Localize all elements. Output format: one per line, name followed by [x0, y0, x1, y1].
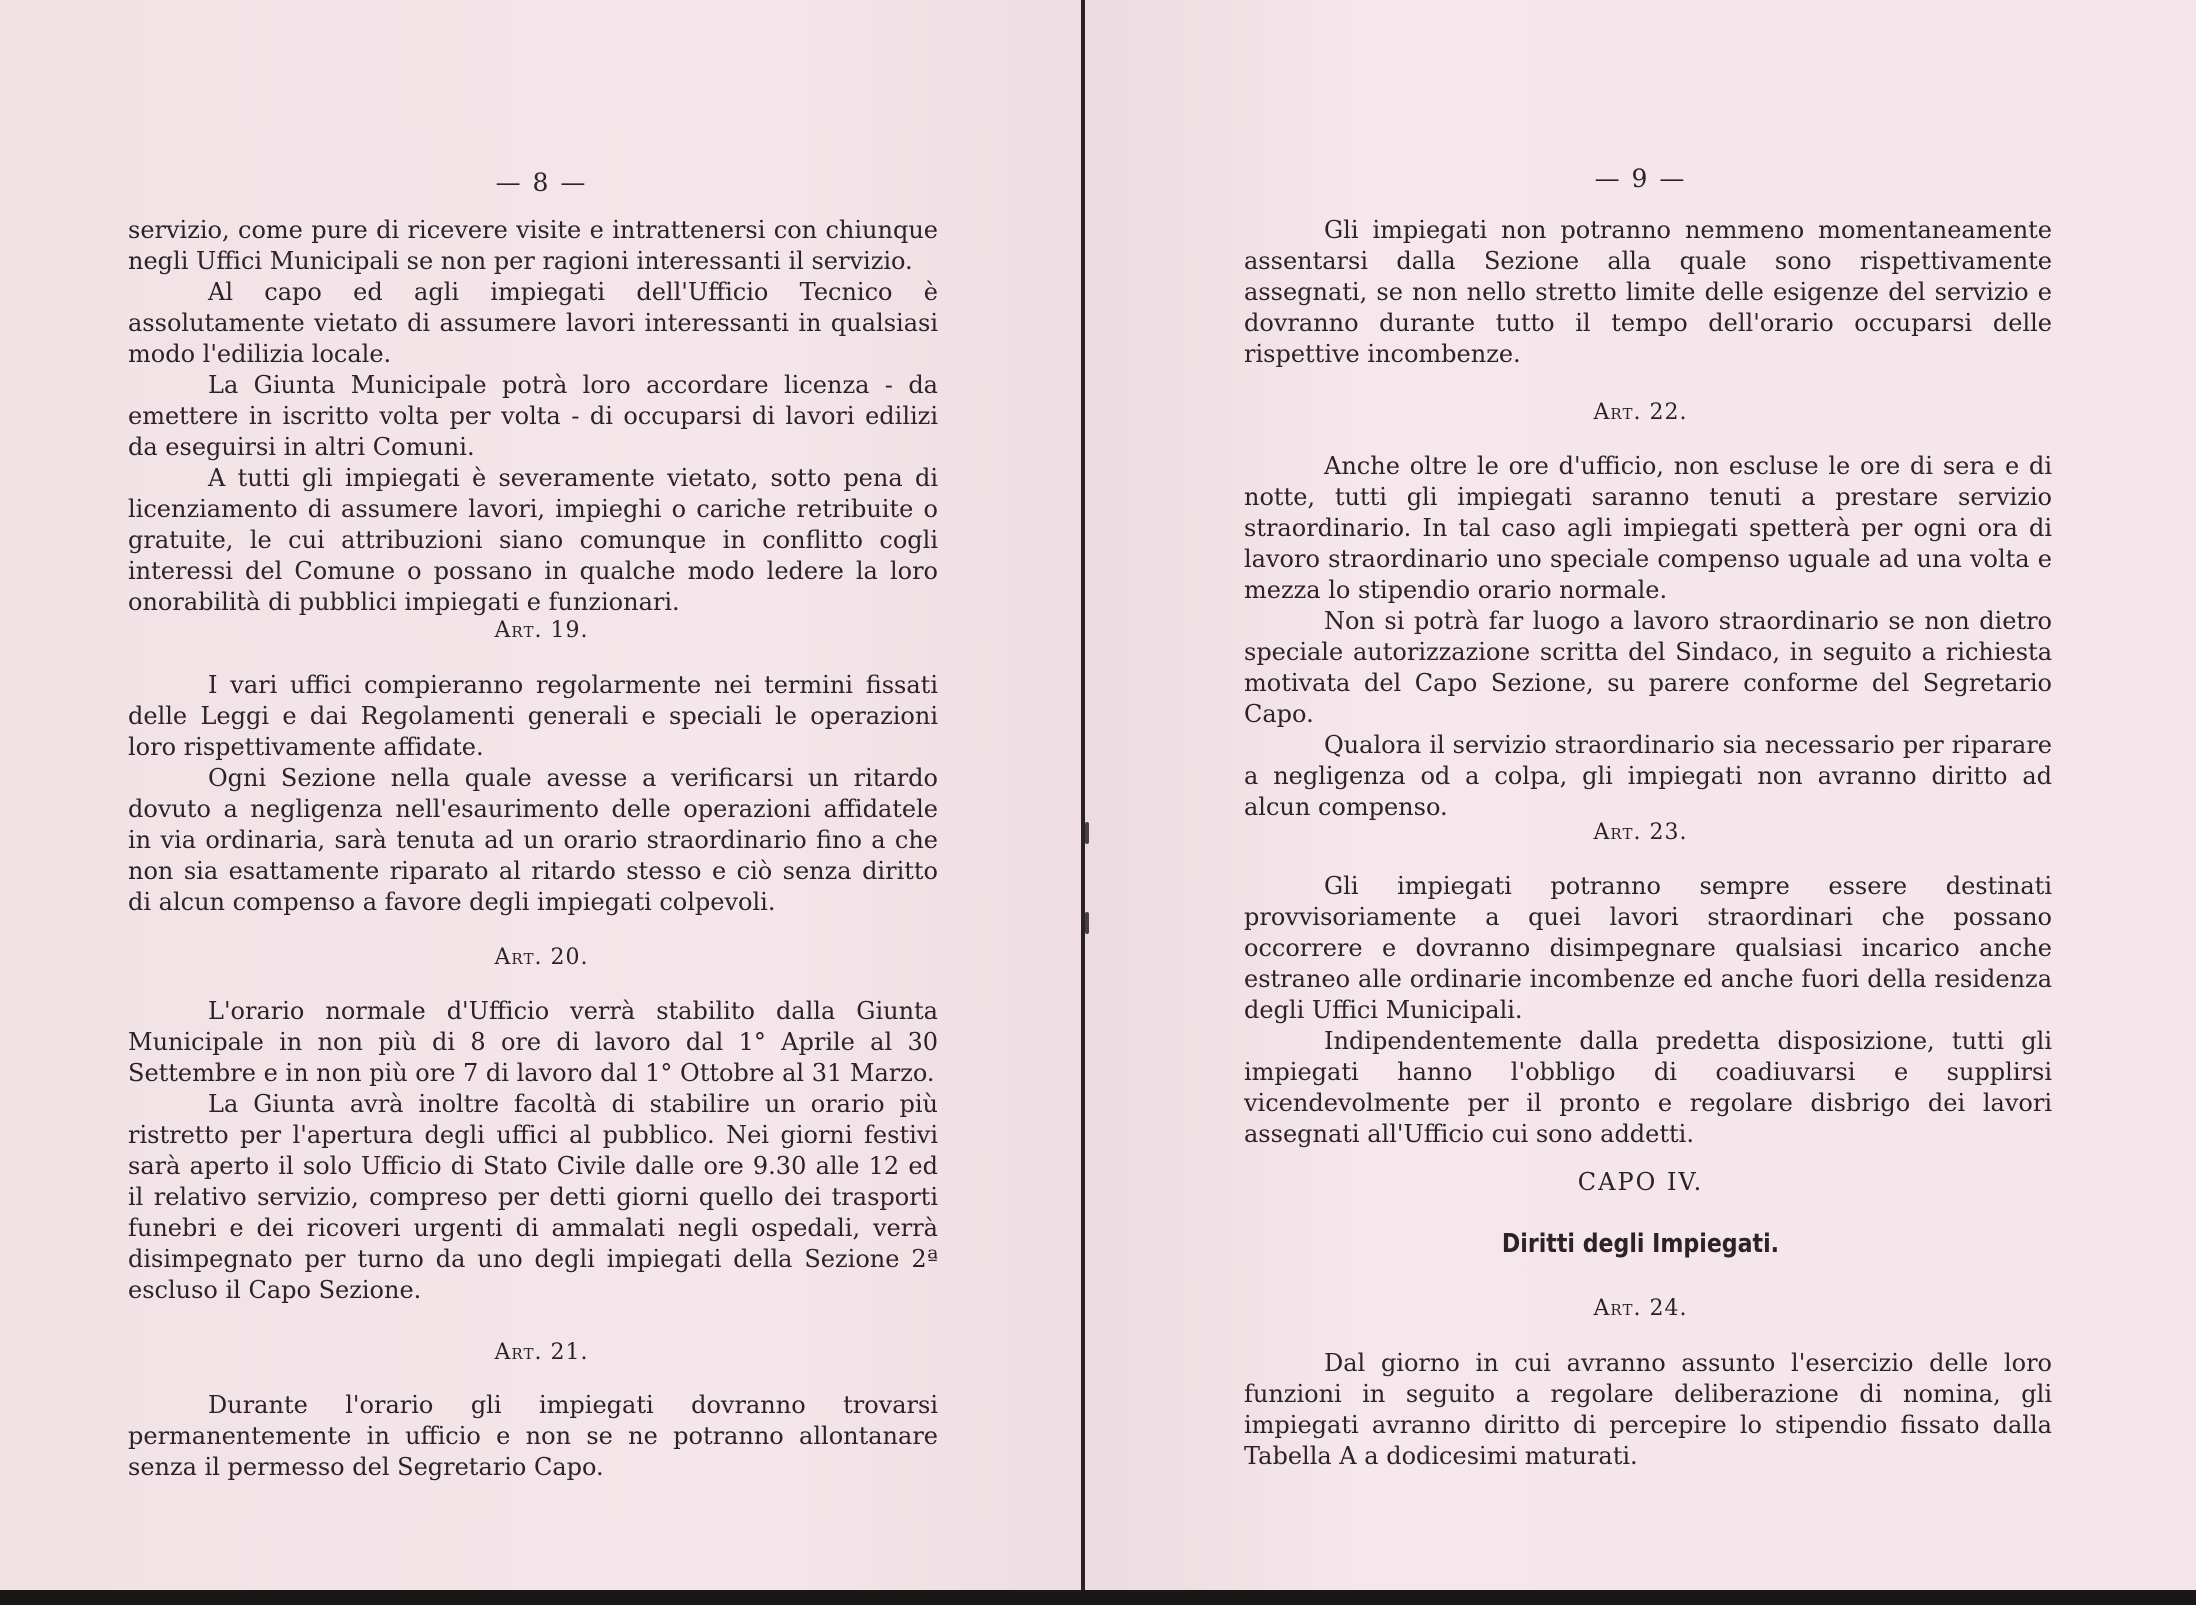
margin-mark	[1085, 912, 1089, 934]
paragraph: Gli impiegati potranno sempre essere destinati provvisoriamente a quei lavori straordinari che possano occorrere e dovranno disimpegnare qualsiasi incarico anche estraneo alle ordinarie incombenze ed anche fuori della residenza degli Uffici Municipali.	[1244, 872, 2052, 1024]
paragraph: Anche oltre le ore d'ufficio, non escluse le ore di sera e di notte, tutti gli impiegati saranno tenuti a prestare servizio straordinario. In tal caso agli impiegati spetterà per ogni ora di lavoro straordinario uno speciale compenso uguale ad una volta e mezza lo stipendio orario normale.	[1244, 452, 2052, 604]
page-number: — 8 —	[495, 168, 588, 197]
right-page	[1085, 0, 2196, 1590]
page-number: — 9 —	[1594, 164, 1687, 193]
paragraph: Al capo ed agli impiegati dell'Ufficio Tecnico è assolutamente vietato di assumere lavori interessanti in qualsiasi modo l'edilizia locale.	[128, 278, 938, 368]
article-heading: Art. 24.	[1593, 1296, 1688, 1321]
article-heading: Art. 20.	[494, 945, 589, 970]
paragraph: A tutti gli impiegati è severamente vietato, sotto pena di licenziamento di assumere lavori, impieghi o cariche retribuite o gratuite, le cui attribuzioni siano comunque in conflitto cogli interessi del Comune o possano in qualche modo ledere la loro onorabilità di pubblici impiegati e funzionari.	[128, 464, 938, 616]
article-heading: Art. 22.	[1593, 400, 1688, 425]
paragraph: L'orario normale d'Ufficio verrà stabilito dalla Giunta Municipale in non più di 8 ore di lavoro dal 1° Aprile al 30 Settembre e in non più ore 7 di lavoro dal 1° Ottobre al 31 Marzo.	[128, 997, 938, 1087]
article-heading: Art. 19.	[494, 618, 589, 643]
text-block	[1244, 451, 2052, 823]
paragraph: I vari uffici compieranno regolarmente nei termini fissati delle Leggi e dai Regolamenti generali e speciali le operazioni loro rispettivamente affidate.	[128, 671, 938, 761]
text-block	[128, 670, 938, 918]
paragraph: La Giunta avrà inoltre facoltà di stabilire un orario più ristretto per l'apertura degli uffici al pubblico. Nei giorni festivi sarà aperto il solo Ufficio di Stato Civile dalle ore 9.30 alle 12 ed il relativo servizio, compreso per detti giorni quello dei trasporti funebri e dei ricoveri urgenti di ammalati negli ospedali, verrà disimpegnato per turno da uno degli impiegati della Sezione 2ª escluso il Capo Sezione.	[128, 1090, 938, 1304]
paragraph: Dal giorno in cui avranno assunto l'esercizio delle loro funzioni in seguito a regolare deliberazione di nomina, gli impiegati avranno diritto di percepire lo stipendio fissato dalla Tabella A a dodicesimi maturati.	[1244, 1349, 2052, 1470]
paragraph: Indipendentemente dalla predetta disposizione, tutti gli impiegati hanno l'obbligo di coadiuvarsi e supplirsi vicendevolmente per il pronto e regolare disbrigo dei lavori assegnati all'Ufficio cui sono addetti.	[1244, 1027, 2052, 1148]
paragraph: Durante l'orario gli impiegati dovranno trovarsi permanentemente in ufficio e non se ne potranno allontanare senza il permesso del Segretario Capo.	[128, 1391, 938, 1481]
paragraph: Non si potrà far luogo a lavoro straordinario se non dietro speciale autorizzazione scritta del Sindaco, in seguito a richiesta motivata del Capo Sezione, su parere conforme del Segretario Capo.	[1244, 607, 2052, 728]
text-block	[1244, 1348, 2052, 1472]
text-block	[1244, 871, 2052, 1150]
article-heading: Art. 23.	[1593, 820, 1688, 845]
left-page	[0, 0, 1083, 1590]
text-block	[128, 1390, 938, 1483]
chapter-title: Diritti degli Impiegati.	[1501, 1229, 1780, 1259]
article-heading: Art. 21.	[494, 1340, 589, 1365]
scan-edge	[0, 1590, 2196, 1605]
paragraph: servizio, come pure di ricevere visite e intrattenersi con chiunque negli Uffici Municipali se non per ragioni interessanti il servizio.	[128, 216, 938, 275]
paragraph: Ogni Sezione nella quale avesse a verificarsi un ritardo dovuto a negligenza nell'esaurimento delle operazioni affidatele in via ordinaria, sarà tenuta ad un orario straordinario fino a che non sia esattamente riparato al ritardo stesso e ciò senza diritto di alcun compenso a favore degli impiegati colpevoli.	[128, 764, 938, 916]
text-block	[128, 215, 938, 618]
text-block	[1244, 215, 2052, 370]
text-block	[128, 996, 938, 1306]
chapter-heading: CAPO IV.	[1577, 1168, 1704, 1196]
paragraph: Gli impiegati non potranno nemmeno momentaneamente assentarsi dalla Sezione alla quale sono rispettivamente assegnati, se non nello stretto limite delle esigenze del servizio e dovranno durante tutto il tempo dell'orario occuparsi delle rispettive incombenze.	[1244, 216, 2052, 368]
paragraph: La Giunta Municipale potrà loro accordare licenza - da emettere in iscritto volta per volta - di occuparsi di lavori edilizi da eseguirsi in altri Comuni.	[128, 371, 938, 461]
paragraph: Qualora il servizio straordinario sia necessario per riparare a negligenza od a colpa, gli impiegati non avranno diritto ad alcun compenso.	[1244, 731, 2052, 821]
